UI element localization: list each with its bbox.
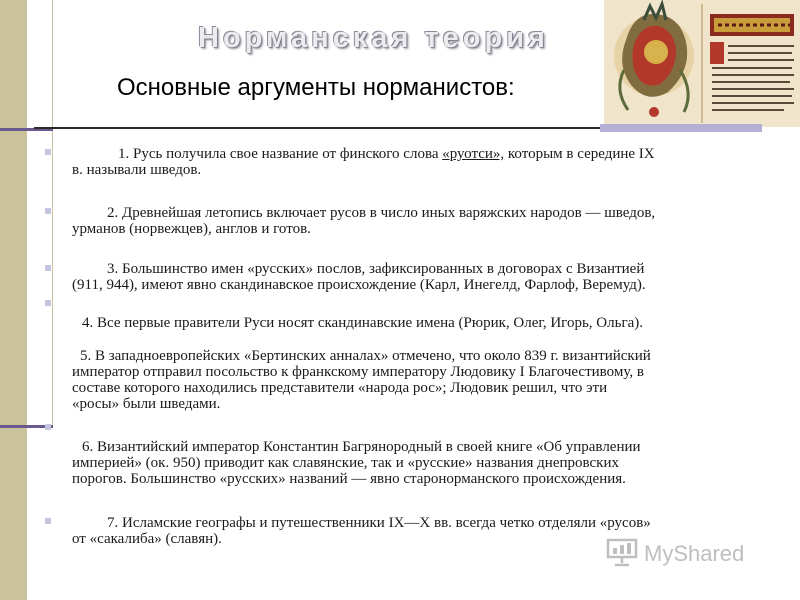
left-column-rule — [52, 0, 53, 425]
argument-6-line-2: империей» (ок. 950) приводит как славянские, так и «русские» названия днепровских — [72, 455, 619, 471]
argument-1-line-2: в. называли шведов. — [72, 162, 202, 178]
argument-5-line-4: «росы» были шведами. — [72, 396, 221, 412]
argument-2-line-1: 2. Древнейшая летопись включает русов в число иных варяжских народов — шведов, — [107, 205, 656, 221]
slide-title: Норманская теория — [198, 22, 549, 54]
argument-6 — [72, 439, 772, 487]
argument-1 — [72, 146, 772, 178]
header-accent-block — [600, 124, 762, 132]
argument-6-line-3: порогов. Большинство «русских» названий — явно старонорманского происхождения. — [72, 471, 626, 487]
myshared-watermark — [606, 537, 766, 571]
argument-3-line-2: (911, 944), имеют явно скандинавское происхождение (Карл, Инегелд, Фарлоф, Веремуд). — [72, 277, 646, 293]
presentation-board-icon — [606, 537, 638, 572]
bullet-marker — [45, 424, 51, 430]
bullet-marker — [45, 265, 51, 271]
header-divider — [34, 127, 604, 129]
argument-4: 4. Все первые правители Руси носят скандинавские имена (Рюрик, Олег, Игорь, Ольга). — [82, 315, 644, 331]
watermark-text: MyShared — [644, 541, 745, 566]
slide-subtitle: Основные аргументы норманистов: — [117, 74, 515, 101]
argument-1-text-start: 1. Русь получила свое название от финского слова — [118, 146, 443, 162]
argument-2-line-2: урманов (норвежцев), англов и готов. — [72, 221, 311, 237]
left-decor-band — [0, 0, 27, 600]
argument-6-line-1: 6. Византийский император Константин Багрянородный в своей книге «Об управлении — [82, 439, 641, 455]
argument-3 — [72, 261, 772, 293]
argument-5-line-2: император отправил посольство к франкскому императору Людовику I Благочестивому, в — [72, 364, 644, 380]
bullet-marker — [45, 149, 51, 155]
argument-5-line-1: 5. В западноевропейских «Бертинских анналах» отмечено, что около 839 г. византийский — [80, 348, 651, 364]
bullet-marker — [45, 208, 51, 214]
ruotsi-link[interactable]: «руотси», — [442, 146, 505, 162]
argument-7-line-2: от «сакалиба» (славян). — [72, 531, 222, 547]
argument-5-line-3: составе которого находились представители «народа рос»; Людовик решил, что эти — [72, 380, 608, 396]
bullet-marker — [45, 518, 51, 524]
argument-5 — [72, 348, 772, 412]
argument-2 — [72, 205, 772, 237]
bullet-marker — [45, 300, 51, 306]
illuminated-manuscript-icon — [604, 0, 800, 127]
argument-3-line-1: 3. Большинство имен «русских» послов, зафиксированных в договорах с Византией — [107, 261, 645, 277]
argument-7-line-1: 7. Исламские географы и путешественники IX—X вв. всегда четко отделяли «русов» — [107, 515, 651, 531]
argument-1-text-end: которым в середине IX — [504, 146, 655, 162]
